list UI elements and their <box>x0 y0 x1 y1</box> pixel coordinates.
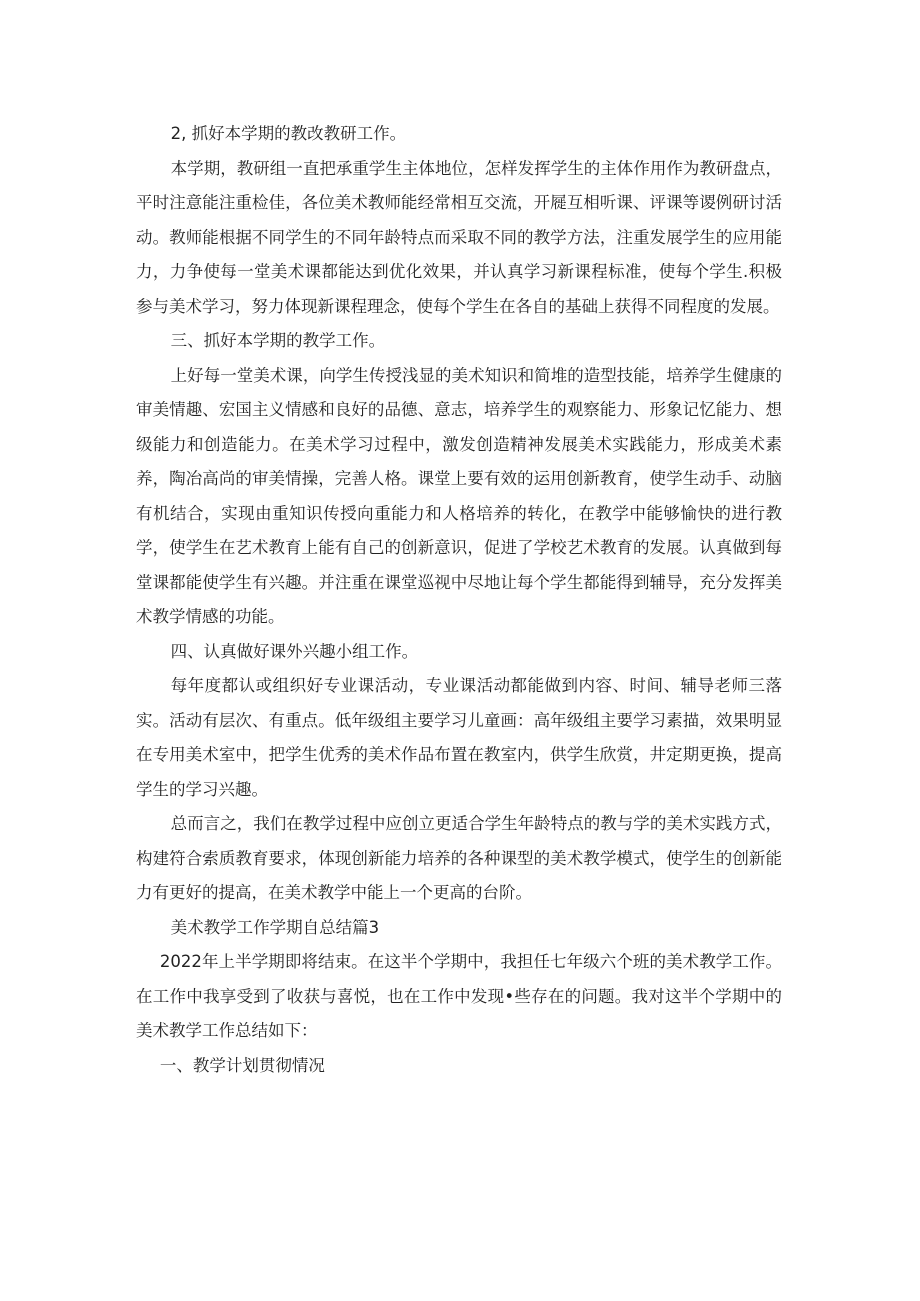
section-heading-teaching-work: 三、抓好本学期的教学工作。 <box>170 331 386 350</box>
paragraph-interest-group: 每年度都认或组织好专业课活动，专业课活动都能做到内容、时间、辅导老师三落实。活动有层次、有重点。低年级组主要学习儿童画：高年级组主要学习素描，效果明显在专用美术室中，把学生优秀的美术作品布置在教室内，供学生欣赏，井定期更换，提高学生的学习兴趣。 <box>136 676 782 799</box>
paragraph-intro: 2022年上半学期即将结束。在这半个学期中，我担任七年级六个班的美术教学工作。在工作中我享受到了收获与喜悦，也在工作中发现•些存在的问题。我对这半个学期中的美术教学工作总结如下： <box>136 952 782 1040</box>
paragraph-teaching-research: 本学期，教研组一直把承重学生主体地位，怎样发挥学生的主体作用作为教研盘点，平时注意能注重检佳，各位美术教师能经常相互交流，开屣互相听课、评课等谡例研讨活动。教师能根据不同学生的不同年龄特点而采取不同的教学方法，注重发展学生的应用能力，力争使每一堂美术课都能达到优化效果，并认真学习新课程标准，使每个学生.积极参与美术学习，努力体现新课程理念，使每个学生在各自的基础上获得不同程度的发展。 <box>136 158 782 316</box>
section-heading-interest-group: 四、认真做好课外兴趣小组工作。 <box>170 641 419 661</box>
paragraph-teaching-work: 上好每一堂美术课，向学生传授浅显的美术知识和简堆的造型技能，培养学生健康的审美情趣、宏国主义情感和良好的品德、意志，培养学生的观察能力、形象记忆能力、想级能力和创造能力。在美术学习过程中，激发创造精神发展美术实践能力，形成美术素养，陶冶高尚的审美情操，完善人格。课堂上要有效的运用创新教育，使学生动手、动脑有机结合，实现由重知识传授向重能力和人格培养的转化，在教学中能够愉快的进行教学，使学生在艺术教育上能有自己的创新意识，促进了学校艺术教育的发展。认真做到每堂课都能使学生有兴趣。并注重在课堂巡视中尽地让每个学生都能得到辅导，充分发挥美术教学情感的功能。 <box>136 365 782 626</box>
document-body <box>136 117 782 1083</box>
article-title: 美术教学工作学期自总结篇3 <box>170 917 380 937</box>
section-heading-teaching-research: 2, 抓好本学期的教改教研工作。 <box>170 124 407 143</box>
paragraph-conclusion: 总而言之，我们在教学过程中应创立更适合学生年龄特点的教与学的美术实践方式，构建符合索质教育要求，体现创新能力培养的各种课型的美术教学模式，使学生的创新能力有更好的提高，在美术教学中能上一个更高的台阶。 <box>136 814 782 902</box>
section-heading-plan: 一、教学计划贯彻情况 <box>159 1055 325 1075</box>
